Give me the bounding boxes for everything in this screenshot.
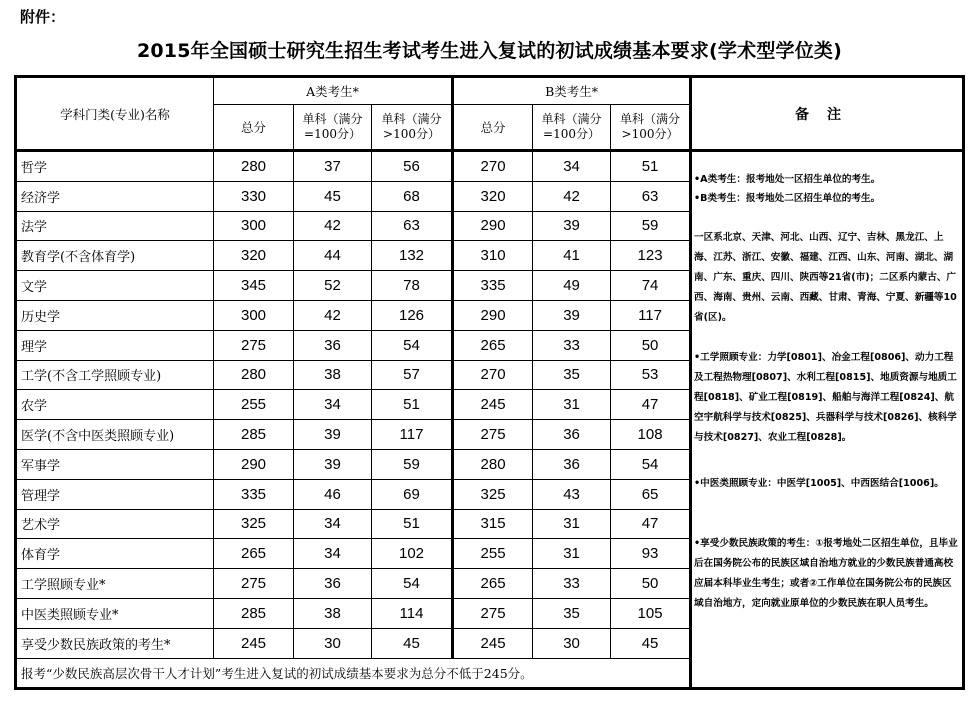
remarks-box (692, 152, 962, 687)
a-single-over-100-cell: 51 (372, 509, 453, 539)
b-single-over-100-cell: 63 (611, 181, 691, 211)
b-single-100-cell: 35 (533, 598, 611, 628)
subject-cell: 法学 (16, 211, 214, 241)
b-total-cell: 325 (453, 479, 533, 509)
b-single-over-100-cell: 123 (611, 241, 691, 271)
a-single-100-cell: 46 (294, 479, 372, 509)
a-total-cell: 275 (214, 569, 294, 599)
group-a-header: A类考生* (214, 77, 453, 105)
a-single-over-100-cell: 56 (372, 151, 453, 182)
remarks-header: 备注 (691, 77, 964, 151)
a-single-100-cell: 36 (294, 569, 372, 599)
a-single-over-100-cell: 132 (372, 241, 453, 271)
subject-cell: 医学(不含中医类照顾专业) (16, 420, 214, 450)
subject-cell: 管理学 (16, 479, 214, 509)
a-single-100-header: 单科（满分=100分） (294, 105, 372, 151)
a-single-over-100-cell: 59 (372, 449, 453, 479)
a-total-cell: 285 (214, 420, 294, 450)
a-single-over-100-cell: 54 (372, 569, 453, 599)
b-single-100-cell: 41 (533, 241, 611, 271)
b-single-100-cell: 31 (533, 509, 611, 539)
b-single-100-header: 单科（满分=100分） (533, 105, 611, 151)
b-single-100-cell: 35 (533, 360, 611, 390)
b-single-over-100-cell: 59 (611, 211, 691, 241)
b-total-cell: 320 (453, 181, 533, 211)
a-single-over-100-cell: 57 (372, 360, 453, 390)
subject-cell: 艺术学 (16, 509, 214, 539)
subject-cell: 理学 (16, 330, 214, 360)
b-single-100-cell: 36 (533, 449, 611, 479)
a-single-100-cell: 44 (294, 241, 372, 271)
a-single-over-100-cell: 45 (372, 628, 453, 658)
a-total-cell: 300 (214, 300, 294, 330)
subject-cell: 哲学 (16, 151, 214, 182)
b-single-100-cell: 49 (533, 271, 611, 301)
b-single-100-cell: 31 (533, 539, 611, 569)
a-single-100-cell: 39 (294, 420, 372, 450)
a-total-cell: 335 (214, 479, 294, 509)
a-single-100-cell: 52 (294, 271, 372, 301)
b-single-over-100-cell: 53 (611, 360, 691, 390)
b-total-header: 总分 (453, 105, 533, 151)
b-single-100-cell: 34 (533, 151, 611, 182)
a-single-100-cell: 42 (294, 211, 372, 241)
a-total-cell: 275 (214, 330, 294, 360)
b-single-over-100-cell: 45 (611, 628, 691, 658)
b-total-cell: 245 (453, 628, 533, 658)
b-single-100-cell: 30 (533, 628, 611, 658)
page-title: 2015年全国硕士研究生招生考试考生进入复试的初试成绩基本要求(学术型学位类) (136, 40, 843, 62)
a-single-over-100-cell: 78 (372, 271, 453, 301)
subject-cell: 享受少数民族政策的考生* (16, 628, 214, 658)
b-single-over-100-cell: 108 (611, 420, 691, 450)
a-single-over-100-cell: 68 (372, 181, 453, 211)
a-single-100-cell: 34 (294, 509, 372, 539)
subject-cell: 农学 (16, 390, 214, 420)
a-total-cell: 285 (214, 598, 294, 628)
a-single-over-100-cell: 117 (372, 420, 453, 450)
a-single-over-100-cell: 69 (372, 479, 453, 509)
a-total-cell: 300 (214, 211, 294, 241)
a-total-cell: 325 (214, 509, 294, 539)
a-single-100-cell: 38 (294, 360, 372, 390)
table-row (16, 151, 964, 182)
subject-cell: 教育学(不含体育学) (16, 241, 214, 271)
a-single-over-100-cell: 54 (372, 330, 453, 360)
a-total-cell: 330 (214, 181, 294, 211)
b-single-over-100-cell: 54 (611, 449, 691, 479)
b-single-over-100-cell: 50 (611, 330, 691, 360)
subject-column-header: 学科门类(专业)名称 (16, 77, 214, 151)
b-single-over-100-cell: 47 (611, 390, 691, 420)
b-total-cell: 265 (453, 330, 533, 360)
a-total-cell: 320 (214, 241, 294, 271)
subject-cell: 工学照顾专业* (16, 569, 214, 599)
b-single-over-100-cell: 65 (611, 479, 691, 509)
footer-note: 报考“少数民族高层次骨干人才计划”考生进入复试的初试成绩基本要求为总分不低于245分。 (16, 658, 691, 688)
b-single-100-cell: 42 (533, 181, 611, 211)
subject-cell: 文学 (16, 271, 214, 301)
a-total-cell: 280 (214, 360, 294, 390)
subject-cell: 历史学 (16, 300, 214, 330)
b-total-cell: 280 (453, 449, 533, 479)
b-single-over-100-cell: 117 (611, 300, 691, 330)
a-single-over-100-header: 单科（满分>100分） (372, 105, 453, 151)
b-single-over-100-cell: 51 (611, 151, 691, 182)
subject-cell: 军事学 (16, 449, 214, 479)
attachment-label: 附件： (20, 8, 66, 26)
a-single-100-cell: 30 (294, 628, 372, 658)
b-total-cell: 310 (453, 241, 533, 271)
subject-cell: 中医类照顾专业* (16, 598, 214, 628)
a-single-100-cell: 36 (294, 330, 372, 360)
b-single-100-cell: 39 (533, 211, 611, 241)
note-regions: 一区系北京、天津、河北、山西、辽宁、吉林、黑龙江、上海、江苏、浙江、安徽、福建、江西、山东、河南、湖北、湖南、广东、重庆、四川、陕西等21省(市)；二区系内蒙古、广西、海南、贵州、云南、西藏、甘肃、青海、宁夏、新疆等10省(区)。 (694, 232, 957, 323)
a-total-cell: 255 (214, 390, 294, 420)
b-single-over-100-cell: 105 (611, 598, 691, 628)
a-single-over-100-cell: 102 (372, 539, 453, 569)
remarks-cell (691, 151, 964, 689)
b-single-over-100-cell: 93 (611, 539, 691, 569)
b-total-cell: 335 (453, 271, 533, 301)
b-single-over-100-header: 单科（满分>100分） (611, 105, 691, 151)
a-single-100-cell: 34 (294, 390, 372, 420)
note-minority-policy: •享受少数民族政策的考生：①报考地处二区招生单位，且毕业后在国务院公布的民族区域自治地方就业的少数民族普通高校应届本科毕业生考生；或者②工作单位在国务院公布的民族区域自治地方，定向就业原单位的少数民族在职人员考生。 (694, 538, 958, 609)
note-a-category: •A类考生：报考地处一区招生单位的考生。 (694, 174, 881, 185)
subject-cell: 经济学 (16, 181, 214, 211)
a-total-header: 总分 (214, 105, 294, 151)
b-total-cell: 290 (453, 300, 533, 330)
b-single-100-cell: 33 (533, 569, 611, 599)
note-engineering-care: •工学照顾专业：力学[0801]、冶金工程[0806]、动力工程及工程热物理[0807]、水利工程[0815]、地质资源与地质工程[0818]、矿业工程[0819]、船舶与海洋工程[0824]、航空宇航科学与技术[0825]、兵器科学与技术[0826]、核科学与技术[0827]、农业工程[0828]。 (694, 352, 957, 443)
subject-cell: 工学(不含工学照顾专业) (16, 360, 214, 390)
b-single-over-100-cell: 50 (611, 569, 691, 599)
b-total-cell: 265 (453, 569, 533, 599)
b-total-cell: 270 (453, 151, 533, 182)
b-single-over-100-cell: 47 (611, 509, 691, 539)
note-tcm-care: •中医类照顾专业：中医学[1005]、中西医结合[1006]。 (694, 478, 944, 489)
a-single-over-100-cell: 51 (372, 390, 453, 420)
b-single-over-100-cell: 74 (611, 271, 691, 301)
a-total-cell: 245 (214, 628, 294, 658)
a-single-100-cell: 37 (294, 151, 372, 182)
b-single-100-cell: 33 (533, 330, 611, 360)
a-total-cell: 290 (214, 449, 294, 479)
a-single-over-100-cell: 126 (372, 300, 453, 330)
b-total-cell: 255 (453, 539, 533, 569)
a-single-100-cell: 34 (294, 539, 372, 569)
a-single-over-100-cell: 63 (372, 211, 453, 241)
a-total-cell: 265 (214, 539, 294, 569)
b-total-cell: 315 (453, 509, 533, 539)
note-b-category: •B类考生：报考地处二区招生单位的考生。 (694, 193, 881, 204)
b-total-cell: 275 (453, 420, 533, 450)
a-single-100-cell: 45 (294, 181, 372, 211)
a-single-over-100-cell: 114 (372, 598, 453, 628)
b-single-100-cell: 31 (533, 390, 611, 420)
a-single-100-cell: 39 (294, 449, 372, 479)
b-single-100-cell: 43 (533, 479, 611, 509)
b-single-100-cell: 39 (533, 300, 611, 330)
b-total-cell: 245 (453, 390, 533, 420)
b-total-cell: 290 (453, 211, 533, 241)
a-total-cell: 345 (214, 271, 294, 301)
subject-cell: 体育学 (16, 539, 214, 569)
a-total-cell: 280 (214, 151, 294, 182)
a-single-100-cell: 42 (294, 300, 372, 330)
b-total-cell: 270 (453, 360, 533, 390)
a-single-100-cell: 38 (294, 598, 372, 628)
group-b-header: B类考生* (453, 77, 691, 105)
b-single-100-cell: 36 (533, 420, 611, 450)
score-table (14, 75, 965, 690)
b-total-cell: 275 (453, 598, 533, 628)
